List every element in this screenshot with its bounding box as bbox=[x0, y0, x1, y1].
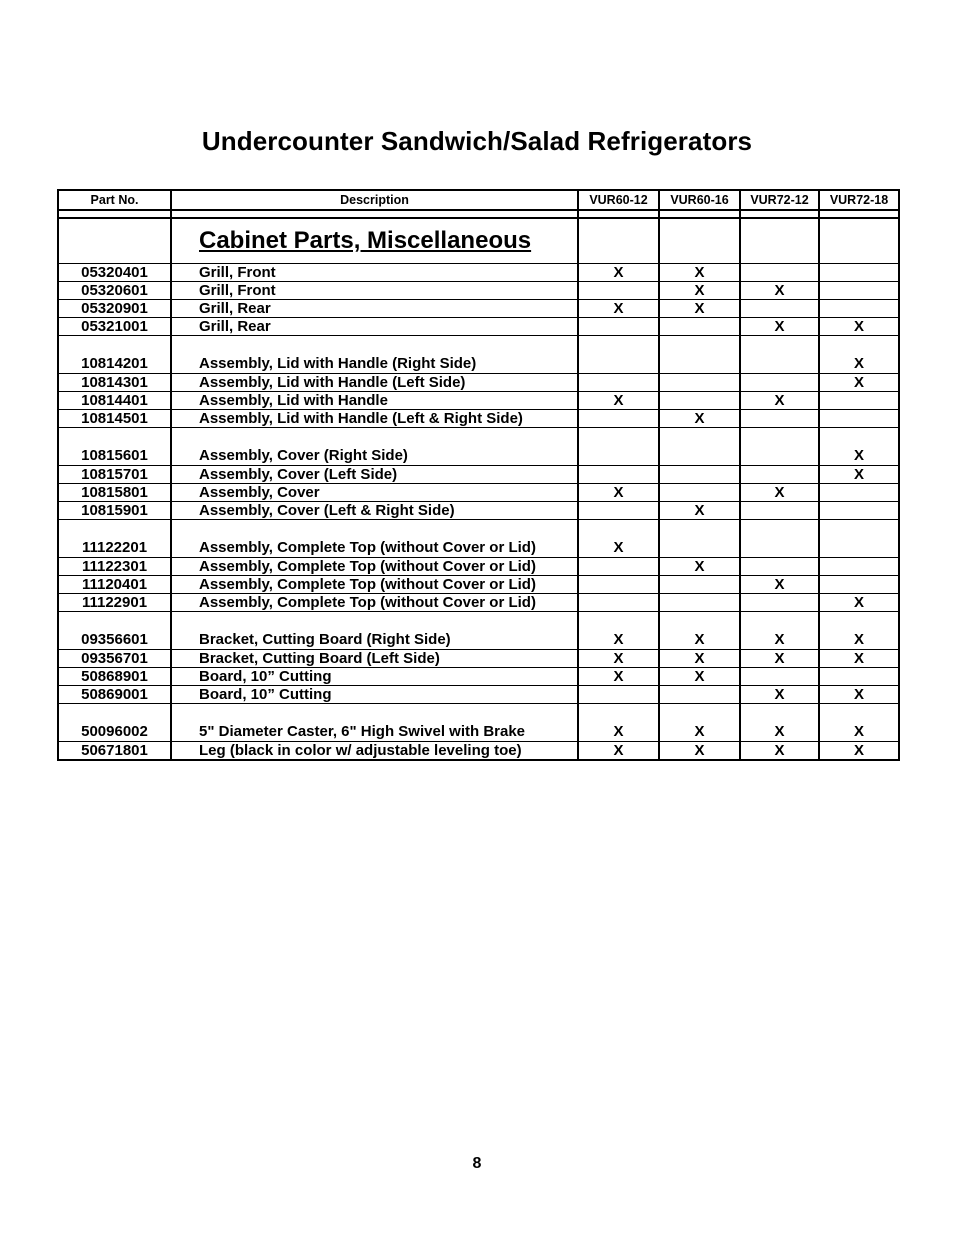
description-cell: Assembly, Lid with Handle (Left Side) bbox=[171, 374, 578, 392]
model-3-mark-cell bbox=[740, 502, 819, 520]
part-number-cell: 10814301 bbox=[58, 374, 171, 392]
model-3-mark-cell bbox=[740, 264, 819, 282]
model-3-mark-cell bbox=[740, 300, 819, 318]
table-row bbox=[58, 594, 899, 612]
model-4-mark-cell: X bbox=[819, 612, 899, 650]
model-4-mark-cell bbox=[819, 392, 899, 410]
model-3-mark-cell: X bbox=[740, 576, 819, 594]
part-number-cell: 50869001 bbox=[58, 686, 171, 704]
table-row bbox=[58, 282, 899, 300]
part-number-cell: 11120401 bbox=[58, 576, 171, 594]
part-number-cell: 05320901 bbox=[58, 300, 171, 318]
part-number-cell: 10815801 bbox=[58, 484, 171, 502]
model-1-mark-cell bbox=[578, 282, 659, 300]
model-4-mark-cell bbox=[819, 282, 899, 300]
model-2-mark-cell: X bbox=[659, 300, 740, 318]
description-cell: Assembly, Complete Top (without Cover or Lid) bbox=[171, 594, 578, 612]
model-1-mark-cell: X bbox=[578, 650, 659, 668]
model-2-mark-cell: X bbox=[659, 264, 740, 282]
part-number-cell: 05320601 bbox=[58, 282, 171, 300]
model-4-mark-cell bbox=[819, 300, 899, 318]
part-number-cell: 10815601 bbox=[58, 428, 171, 466]
header-model-2: VUR60-16 bbox=[659, 190, 740, 210]
description-cell: Grill, Front bbox=[171, 282, 578, 300]
model-3-mark-cell bbox=[740, 594, 819, 612]
description-cell: Assembly, Lid with Handle (Left & Right Side) bbox=[171, 410, 578, 428]
model-3-mark-cell bbox=[740, 374, 819, 392]
description-cell: Assembly, Cover bbox=[171, 484, 578, 502]
description-cell: 5" Diameter Caster, 6" High Swivel with Brake bbox=[171, 704, 578, 742]
model-1-mark-cell: X bbox=[578, 264, 659, 282]
part-number-cell: 10814401 bbox=[58, 392, 171, 410]
model-4-mark-cell bbox=[819, 576, 899, 594]
model-4-mark-cell: X bbox=[819, 336, 899, 374]
table-header-row bbox=[58, 190, 899, 210]
model-1-mark-cell bbox=[578, 336, 659, 374]
model-2-mark-cell: X bbox=[659, 650, 740, 668]
model-2-mark-cell: X bbox=[659, 612, 740, 650]
model-1-mark-cell bbox=[578, 466, 659, 484]
part-number-cell: 10814201 bbox=[58, 336, 171, 374]
table-row bbox=[58, 520, 899, 558]
part-number-cell: 11122201 bbox=[58, 520, 171, 558]
model-4-mark-cell: X bbox=[819, 594, 899, 612]
model-3-mark-cell bbox=[740, 410, 819, 428]
table-row bbox=[58, 686, 899, 704]
model-3-mark-cell bbox=[740, 336, 819, 374]
model-2-mark-cell bbox=[659, 576, 740, 594]
model-4-mark-cell bbox=[819, 558, 899, 576]
model-4-mark-cell bbox=[819, 484, 899, 502]
table-row bbox=[58, 558, 899, 576]
model-4-mark-cell: X bbox=[819, 686, 899, 704]
model-3-mark-cell bbox=[740, 558, 819, 576]
table-row bbox=[58, 742, 899, 761]
model-1-mark-cell bbox=[578, 410, 659, 428]
model-2-mark-cell: X bbox=[659, 282, 740, 300]
model-3-mark-cell: X bbox=[740, 686, 819, 704]
model-2-mark-cell bbox=[659, 336, 740, 374]
model-4-mark-cell: X bbox=[819, 742, 899, 761]
description-cell: Assembly, Cover (Right Side) bbox=[171, 428, 578, 466]
model-4-mark-cell: X bbox=[819, 374, 899, 392]
table-row bbox=[58, 318, 899, 336]
model-2-mark-cell: X bbox=[659, 558, 740, 576]
model-3-mark-cell bbox=[740, 520, 819, 558]
description-cell: Board, 10” Cutting bbox=[171, 686, 578, 704]
table-row bbox=[58, 612, 899, 650]
model-4-mark-cell: X bbox=[819, 466, 899, 484]
part-number-cell: 50671801 bbox=[58, 742, 171, 761]
header-model-4: VUR72-18 bbox=[819, 190, 899, 210]
table-row bbox=[58, 466, 899, 484]
page-title: Undercounter Sandwich/Salad Refrigerators bbox=[201, 126, 753, 156]
description-cell: Assembly, Lid with Handle (Right Side) bbox=[171, 336, 578, 374]
table-row bbox=[58, 336, 899, 374]
model-1-mark-cell: X bbox=[578, 300, 659, 318]
model-2-mark-cell bbox=[659, 428, 740, 466]
model-2-mark-cell bbox=[659, 484, 740, 502]
model-3-mark-cell: X bbox=[740, 392, 819, 410]
model-1-mark-cell: X bbox=[578, 612, 659, 650]
model-2-mark-cell bbox=[659, 392, 740, 410]
header-model-1: VUR60-12 bbox=[578, 190, 659, 210]
table-row bbox=[58, 650, 899, 668]
description-cell: Assembly, Complete Top (without Cover or Lid) bbox=[171, 576, 578, 594]
model-1-mark-cell bbox=[578, 428, 659, 466]
table-row bbox=[58, 392, 899, 410]
table-row bbox=[58, 428, 899, 466]
model-1-mark-cell bbox=[578, 502, 659, 520]
description-cell: Grill, Rear bbox=[171, 300, 578, 318]
model-3-mark-cell: X bbox=[740, 318, 819, 336]
model-2-mark-cell bbox=[659, 520, 740, 558]
header-part-no: Part No. bbox=[58, 190, 171, 210]
model-4-mark-cell bbox=[819, 668, 899, 686]
table-row bbox=[58, 576, 899, 594]
model-3-mark-cell: X bbox=[740, 650, 819, 668]
description-cell: Bracket, Cutting Board (Left Side) bbox=[171, 650, 578, 668]
description-cell: Assembly, Lid with Handle bbox=[171, 392, 578, 410]
part-number-cell: 11122901 bbox=[58, 594, 171, 612]
description-cell: Leg (black in color w/ adjustable leveling toe) bbox=[171, 742, 578, 761]
model-1-mark-cell: X bbox=[578, 668, 659, 686]
model-1-mark-cell bbox=[578, 594, 659, 612]
part-number-cell: 05320401 bbox=[58, 264, 171, 282]
section-row bbox=[58, 218, 899, 264]
part-number-cell: 10815901 bbox=[58, 502, 171, 520]
model-4-mark-cell bbox=[819, 502, 899, 520]
description-cell: Assembly, Cover (Left Side) bbox=[171, 466, 578, 484]
part-number-cell: 11122301 bbox=[58, 558, 171, 576]
model-3-mark-cell bbox=[740, 428, 819, 466]
model-1-mark-cell bbox=[578, 558, 659, 576]
part-number-cell: 09356701 bbox=[58, 650, 171, 668]
part-number-cell: 09356601 bbox=[58, 612, 171, 650]
model-1-mark-cell bbox=[578, 576, 659, 594]
model-3-mark-cell: X bbox=[740, 484, 819, 502]
table-row bbox=[58, 502, 899, 520]
description-cell: Assembly, Cover (Left & Right Side) bbox=[171, 502, 578, 520]
model-4-mark-cell: X bbox=[819, 318, 899, 336]
table-row bbox=[58, 410, 899, 428]
page-number: 8 bbox=[472, 1155, 482, 1172]
model-4-mark-cell bbox=[819, 264, 899, 282]
model-2-mark-cell: X bbox=[659, 704, 740, 742]
model-3-mark-cell: X bbox=[740, 704, 819, 742]
model-3-mark-cell: X bbox=[740, 282, 819, 300]
model-1-mark-cell: X bbox=[578, 742, 659, 761]
table-row bbox=[58, 264, 899, 282]
description-cell: Assembly, Complete Top (without Cover or Lid) bbox=[171, 558, 578, 576]
part-number-cell: 50868901 bbox=[58, 668, 171, 686]
model-2-mark-cell bbox=[659, 594, 740, 612]
model-1-mark-cell: X bbox=[578, 392, 659, 410]
description-cell: Grill, Front bbox=[171, 264, 578, 282]
table-row bbox=[58, 484, 899, 502]
description-cell: Grill, Rear bbox=[171, 318, 578, 336]
model-2-mark-cell bbox=[659, 374, 740, 392]
model-2-mark-cell: X bbox=[659, 742, 740, 761]
part-number-cell: 10815701 bbox=[58, 466, 171, 484]
model-2-mark-cell bbox=[659, 466, 740, 484]
header-spacer-row bbox=[58, 210, 899, 218]
model-4-mark-cell: X bbox=[819, 428, 899, 466]
model-3-mark-cell bbox=[740, 466, 819, 484]
description-cell: Bracket, Cutting Board (Right Side) bbox=[171, 612, 578, 650]
model-3-mark-cell: X bbox=[740, 742, 819, 761]
model-2-mark-cell: X bbox=[659, 668, 740, 686]
description-cell: Board, 10” Cutting bbox=[171, 668, 578, 686]
model-3-mark-cell bbox=[740, 668, 819, 686]
table-row bbox=[58, 374, 899, 392]
model-4-mark-cell: X bbox=[819, 704, 899, 742]
description-cell: Assembly, Complete Top (without Cover or Lid) bbox=[171, 520, 578, 558]
model-4-mark-cell: X bbox=[819, 650, 899, 668]
table-body bbox=[58, 210, 899, 760]
model-1-mark-cell: X bbox=[578, 704, 659, 742]
table-row bbox=[58, 704, 899, 742]
part-number-cell: 05321001 bbox=[58, 318, 171, 336]
model-1-mark-cell bbox=[578, 318, 659, 336]
table-row bbox=[58, 668, 899, 686]
model-1-mark-cell bbox=[578, 686, 659, 704]
model-1-mark-cell: X bbox=[578, 520, 659, 558]
model-4-mark-cell bbox=[819, 410, 899, 428]
header-model-3: VUR72-12 bbox=[740, 190, 819, 210]
part-number-cell: 10814501 bbox=[58, 410, 171, 428]
table-row bbox=[58, 300, 899, 318]
part-number-cell: 50096002 bbox=[58, 704, 171, 742]
model-1-mark-cell bbox=[578, 374, 659, 392]
model-1-mark-cell: X bbox=[578, 484, 659, 502]
model-2-mark-cell: X bbox=[659, 410, 740, 428]
model-2-mark-cell bbox=[659, 686, 740, 704]
model-2-mark-cell: X bbox=[659, 502, 740, 520]
parts-table bbox=[57, 189, 900, 761]
header-description: Description bbox=[171, 190, 578, 210]
section-heading: Cabinet Parts, Miscellaneous bbox=[199, 227, 532, 254]
model-2-mark-cell bbox=[659, 318, 740, 336]
model-3-mark-cell: X bbox=[740, 612, 819, 650]
model-4-mark-cell bbox=[819, 520, 899, 558]
